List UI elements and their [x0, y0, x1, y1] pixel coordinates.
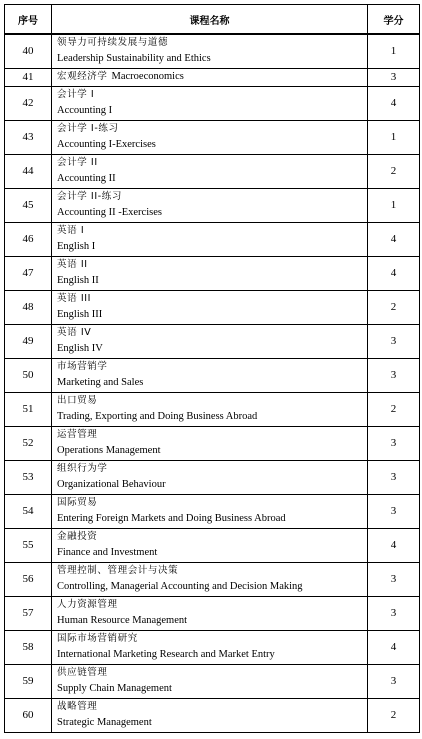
- course-name-chinese: 人力资源管理: [57, 599, 118, 610]
- course-name-english: English II: [57, 275, 99, 286]
- course-number: 44: [5, 154, 52, 188]
- course-name-english: Macroeconomics: [111, 71, 184, 82]
- course-credit: 4: [368, 86, 420, 120]
- course-name-chinese: 市场营销学: [57, 361, 108, 372]
- course-name-english: Accounting II: [57, 173, 116, 184]
- course-credit: 3: [368, 426, 420, 460]
- table-row: [5, 358, 420, 392]
- course-name-chinese: 金融投资: [57, 531, 98, 542]
- course-name-cell: [52, 664, 368, 698]
- course-name-chinese: 国际市场营销研究: [57, 633, 138, 644]
- course-name-english: English IV: [57, 343, 103, 354]
- table-row: [5, 34, 420, 68]
- table-row: [5, 596, 420, 630]
- table-row: [5, 188, 420, 222]
- course-name-english: Strategic Management: [57, 717, 152, 728]
- course-name-english: Organizational Behaviour: [57, 479, 166, 490]
- course-name-english: Operations Management: [57, 445, 161, 456]
- course-number: 47: [5, 256, 52, 290]
- course-name-cell: [52, 630, 368, 664]
- course-credit: 3: [368, 68, 420, 86]
- course-name-english: Leadership Sustainability and Ethics: [57, 53, 211, 65]
- course-name-cell: [52, 154, 368, 188]
- course-name-cell: [52, 392, 368, 426]
- course-name-chinese: 出口贸易: [57, 395, 98, 406]
- table-row: [5, 290, 420, 324]
- course-number: 56: [5, 562, 52, 596]
- course-number: 45: [5, 188, 52, 222]
- course-name-cell: [52, 358, 368, 392]
- course-number: 57: [5, 596, 52, 630]
- course-number: 59: [5, 664, 52, 698]
- table-row: [5, 392, 420, 426]
- course-name-cell: [52, 256, 368, 290]
- course-name-cell: [52, 460, 368, 494]
- course-name-english: Marketing and Sales: [57, 377, 144, 388]
- course-number: 41: [5, 68, 52, 86]
- course-name-cell: [52, 222, 368, 256]
- course-name-chinese: 战略管理: [57, 701, 98, 712]
- course-name-chinese: 会计学 I-练习: [57, 123, 119, 134]
- course-name-chinese: 英语 I: [57, 225, 85, 236]
- course-name-cell: [52, 426, 368, 460]
- course-name-english: Accounting I-Exercises: [57, 139, 156, 150]
- course-name-cell: [52, 324, 368, 358]
- table-row: [5, 698, 420, 732]
- course-credit: 2: [368, 154, 420, 188]
- course-credit: 2: [368, 290, 420, 324]
- course-name-cell: [52, 188, 368, 222]
- course-name-english: Supply Chain Management: [57, 683, 172, 694]
- course-credit: 2: [368, 698, 420, 732]
- course-credit: 1: [368, 34, 420, 68]
- course-name-cell: [52, 562, 368, 596]
- course-name-chinese: 供应链管理: [57, 667, 108, 678]
- course-name-cell: [52, 596, 368, 630]
- course-name-cell: [52, 698, 368, 732]
- course-credit: 2: [368, 392, 420, 426]
- course-name-chinese: 运营管理: [57, 429, 98, 440]
- course-number: 54: [5, 494, 52, 528]
- course-name-chinese: 领导力可持续发展与道德: [57, 37, 169, 49]
- course-name-chinese: 管理控制、管理会计与决策: [57, 565, 179, 576]
- table-row: [5, 86, 420, 120]
- course-credit: 3: [368, 664, 420, 698]
- table-row: [5, 324, 420, 358]
- course-credit: 1: [368, 120, 420, 154]
- course-name-cell: [52, 86, 368, 120]
- course-credit: 4: [368, 222, 420, 256]
- course-name-english: Controlling, Managerial Accounting and Decision Making: [57, 581, 303, 592]
- course-name-chinese: 组织行为学: [57, 463, 108, 474]
- course-number: 46: [5, 222, 52, 256]
- course-credit: 3: [368, 494, 420, 528]
- course-credit: 3: [368, 562, 420, 596]
- table-row: [5, 664, 420, 698]
- course-name-chinese: 会计学 II: [57, 157, 98, 168]
- course-number: 48: [5, 290, 52, 324]
- table-row: [5, 630, 420, 664]
- header-credit: 学分: [368, 5, 420, 35]
- course-number: 51: [5, 392, 52, 426]
- course-credit: 3: [368, 596, 420, 630]
- header-row: [5, 5, 420, 35]
- course-number: 60: [5, 698, 52, 732]
- course-name-chinese: 英语 II: [57, 259, 88, 270]
- course-number: 50: [5, 358, 52, 392]
- course-name-chinese: 英语 IV: [57, 327, 92, 338]
- course-name-cell: [52, 494, 368, 528]
- course-name-chinese: 会计学 I: [57, 89, 95, 100]
- table-header: [5, 5, 420, 35]
- table-row: [5, 494, 420, 528]
- course-name-chinese: 国际贸易: [57, 497, 98, 508]
- course-credit: 4: [368, 630, 420, 664]
- table-row: [5, 120, 420, 154]
- course-number: 49: [5, 324, 52, 358]
- course-number: 42: [5, 86, 52, 120]
- course-name-cell: [52, 68, 368, 86]
- table-row: [5, 460, 420, 494]
- course-number: 43: [5, 120, 52, 154]
- course-name-english: Accounting II -Exercises: [57, 207, 162, 218]
- course-credit: 1: [368, 188, 420, 222]
- course-name-chinese: 英语 III: [57, 293, 92, 304]
- course-name-english: Finance and Investment: [57, 547, 158, 558]
- course-number: 58: [5, 630, 52, 664]
- table-body: [5, 34, 420, 732]
- course-number: 55: [5, 528, 52, 562]
- course-name-english: Human Resource Management: [57, 615, 188, 626]
- table-row: [5, 154, 420, 188]
- course-name-cell: [52, 34, 368, 68]
- course-name-chinese: 会计学 II-练习: [57, 191, 122, 202]
- course-credit: 4: [368, 256, 420, 290]
- course-credit: 3: [368, 460, 420, 494]
- table-row: [5, 68, 420, 86]
- course-table: [4, 4, 420, 733]
- course-credit: 3: [368, 358, 420, 392]
- course-credit: 4: [368, 528, 420, 562]
- course-name-cell: [52, 120, 368, 154]
- header-no: 序号: [5, 5, 52, 35]
- course-name-cell: [52, 528, 368, 562]
- course-name-english: Accounting I: [57, 105, 113, 116]
- table-row: [5, 528, 420, 562]
- course-name-english: English III: [57, 309, 103, 320]
- table-row: [5, 562, 420, 596]
- course-name-english: English I: [57, 241, 96, 252]
- course-name-english: International Marketing Research and Market Entry: [57, 649, 275, 660]
- course-name-english: Trading, Exporting and Doing Business Abroad: [57, 411, 258, 422]
- course-number: 52: [5, 426, 52, 460]
- header-course-name: 课程名称: [52, 5, 368, 35]
- table-row: [5, 222, 420, 256]
- course-name-chinese: 宏观经济学: [57, 71, 108, 82]
- course-name-cell: [52, 290, 368, 324]
- table-row: [5, 256, 420, 290]
- course-credit: 3: [368, 324, 420, 358]
- course-number: 40: [5, 34, 52, 68]
- course-number: 53: [5, 460, 52, 494]
- table-row: [5, 426, 420, 460]
- course-name-english: Entering Foreign Markets and Doing Business Abroad: [57, 513, 286, 524]
